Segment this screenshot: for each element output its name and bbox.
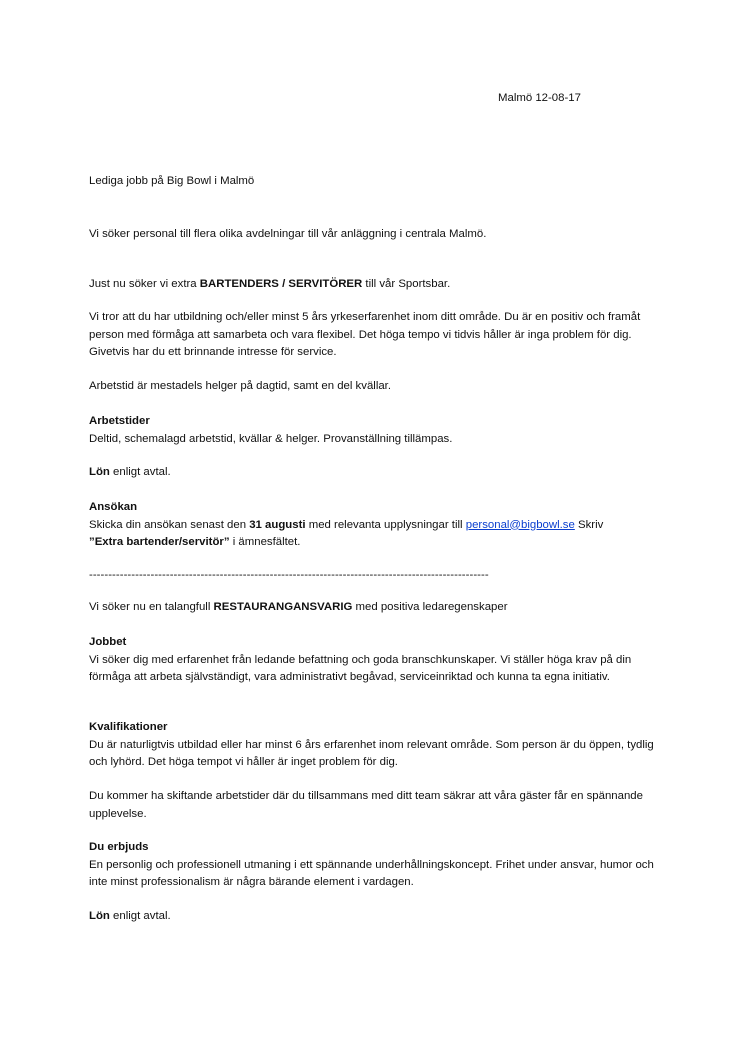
job-heading: Jobbet (89, 636, 127, 648)
application-section (89, 499, 669, 552)
job-section (89, 634, 669, 687)
application-deadline: 31 augusti (249, 518, 306, 531)
manager-lead (89, 599, 669, 617)
offer-section (89, 839, 669, 892)
manager-salary (89, 908, 669, 926)
shift-paragraph: Du kommer ha skiftande arbetstider där du tillsammans med ditt team säkrar att våra gäster får en spännande upplevelse. (89, 790, 643, 820)
application-heading: Ansökan (89, 501, 138, 513)
bartender-lead-end: till vår Sportsbar. (362, 278, 451, 290)
application-text-mid: med relevanta upplysningar till (305, 518, 466, 531)
hours-section (89, 413, 669, 448)
hours-heading: Arbetstider (89, 415, 150, 427)
manager-salary-label: Lön (89, 910, 110, 922)
bartender-description: Vi tror att du har utbildning och/eller minst 5 års yrkeserfarenhet inom ditt område. Du är en positiv och framåt person med förmåga att samarbeta och vara flexibel. Det höga tempo vi tidvis håller är inga problem för dig. Givetvis har du ett brinnande intresse för service. (89, 311, 641, 358)
qualifications-section (89, 719, 669, 772)
manager-role: RESTAURANGANSVARIG (213, 601, 353, 613)
offer-heading: Du erbjuds (89, 841, 149, 853)
section-divider: -------------------------------------------------------------------------------------------------------- (89, 569, 489, 581)
qualifications-text: Du är naturligtvis utbildad eller har minst 6 års erfarenhet inom relevant område. Som person är du öppen, tydlig och lyhörd. Det höga tempot vi håller är inget problem för dig. (89, 738, 654, 768)
application-text: Skicka din ansökan senast den (89, 518, 250, 531)
bartender-worktime-note: Arbetstid är mestadels helger på dagtid, samt en del kvällar. (89, 380, 392, 392)
hours-text: Deltid, schemalagd arbetstid, kvällar & helger. Provanställning tillämpas. (89, 432, 453, 445)
bartender-lead-text: Just nu söker vi extra (89, 278, 200, 290)
job-text: Vi söker dig med erfarenhet från ledande befattning och goda branschkunskaper. Vi ställer höga krav på din förmåga att arbeta självständigt, vara administrativt begåvad, serviceinriktad och kunna ta egna initiativ. (89, 653, 632, 683)
bartender-salary (89, 464, 669, 482)
bartender-role: BARTENDERS / SERVITÖRER (199, 278, 363, 290)
manager-lead-end: med positiva ledaregenskaper (352, 601, 508, 613)
document-date: Malmö 12-08-17 (498, 92, 581, 104)
application-text-post: Skriv (574, 518, 604, 531)
salary-text: enligt avtal. (109, 466, 171, 478)
email-link[interactable]: personal@bigbowl.se (465, 518, 575, 531)
intro-paragraph: Vi söker personal till flera olika avdelningar till vår anläggning i centrala Malmö. (89, 228, 487, 240)
qualifications-heading: Kvalifikationer (89, 721, 168, 733)
manager-salary-text: enligt avtal. (109, 910, 171, 922)
document-title: Lediga jobb på Big Bowl i Malmö (89, 175, 255, 187)
manager-lead-text: Vi söker nu en talangfull (89, 601, 214, 613)
application-subject: ”Extra bartender/servitör” (89, 536, 230, 548)
salary-label: Lön (89, 466, 110, 478)
offer-text: En personlig och professionell utmaning i ett spännande underhållningskoncept. Frihet under ansvar, humor och inte minst professionalism är några bärande element i vardagen. (89, 858, 654, 888)
application-text-end: i ämnesfältet. (229, 536, 301, 548)
bartender-lead (89, 276, 669, 294)
